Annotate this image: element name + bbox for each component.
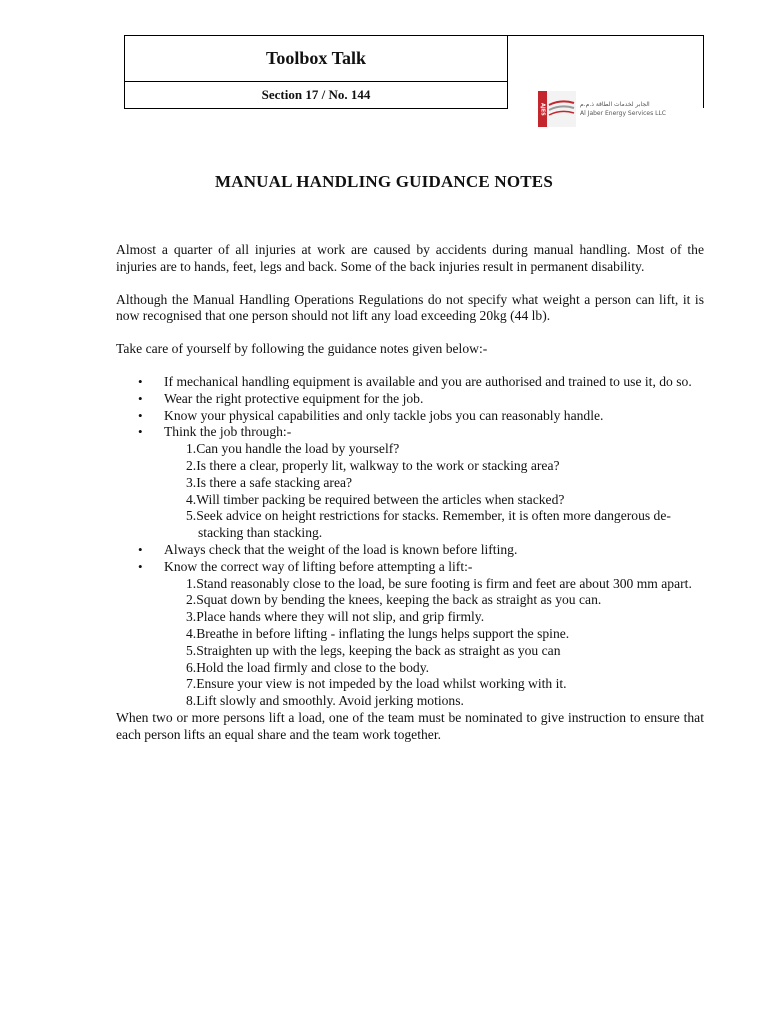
- logo-arabic-name: الجابر لخدمات الطاقة ذ.م.م: [580, 101, 650, 108]
- sublist-item: 5.Seek advice on height restrictions for stacks. Remember, it is often more dangerous de-stacking than stacking.: [186, 508, 671, 541]
- section-number: Section 17 / No. 144: [261, 87, 371, 102]
- paragraph-weight-limit: Although the Manual Handling Operations Regulations do not specify what weight a person can lift, it is now recognised that one person should not lift any load exceeding 20kg (44 lb).: [116, 291, 704, 324]
- logo-strip-letters: AJES: [539, 102, 546, 116]
- bullet-icon: •: [138, 424, 143, 440]
- sublist-item: 1.Can you handle the load by yourself?: [186, 441, 400, 457]
- list-item: [116, 408, 704, 425]
- list-item: [116, 559, 704, 710]
- think-through-sublist: [164, 441, 704, 542]
- sublist-item: 6.Hold the load firmly and close to the body.: [186, 659, 430, 675]
- company-logo: [538, 90, 684, 128]
- bullet-icon: •: [138, 390, 143, 406]
- bullet-icon: •: [138, 541, 143, 557]
- lifting-steps-sublist: [164, 576, 704, 710]
- list-item: [116, 391, 704, 408]
- list-item-text: Know your physical capabilities and only tackle jobs you can reasonably handle.: [164, 407, 604, 423]
- sublist-item: 7.Ensure your view is not impeded by the load whilst working with it.: [186, 676, 567, 692]
- list-item-text: If mechanical handling equipment is available and you are authorised and trained to use it, do so.: [164, 373, 692, 389]
- guidance-list: [116, 374, 704, 710]
- bullet-icon: •: [138, 373, 143, 389]
- logo-english-name: Al Jaber Energy Services LLC: [580, 110, 666, 117]
- header-title: Toolbox Talk: [125, 36, 507, 82]
- list-item-text: Always check that the weight of the load is known before lifting.: [164, 541, 518, 557]
- logo-mark-icon: [538, 91, 576, 127]
- header-left-column: [125, 36, 508, 108]
- paragraph-guidance-lead: Take care of yourself by following the guidance notes given below:-: [116, 341, 488, 357]
- bullet-icon: •: [138, 558, 143, 574]
- list-item: [116, 424, 704, 542]
- list-item: [116, 374, 704, 391]
- document-body: [116, 242, 704, 744]
- list-item-text: Think the job through:-: [164, 424, 292, 440]
- logo-text: [580, 100, 666, 118]
- sublist-item: 3.Is there a safe stacking area?: [186, 474, 353, 490]
- sublist-item: 2.Squat down by bending the knees, keeping the back as straight as you can.: [186, 592, 602, 608]
- list-item-text: Know the correct way of lifting before attempting a lift:-: [164, 558, 473, 574]
- sublist-item: 5.Straighten up with the legs, keeping the back as straight as you can: [186, 642, 561, 658]
- sublist-item: 8.Lift slowly and smoothly. Avoid jerking motions.: [186, 693, 464, 709]
- sublist-item: 3.Place hands where they will not slip, and grip firmly.: [186, 609, 485, 625]
- logo-strip: [538, 91, 547, 127]
- paragraph-intro: Almost a quarter of all injuries at work are caused by accidents during manual handling. Most of the injuries are to hands, feet, legs and back. Some of the back injuries result in permanent disability.: [116, 242, 704, 274]
- list-item: [116, 542, 704, 559]
- logo-swoosh-icon: [547, 91, 576, 127]
- bullet-icon: •: [138, 407, 143, 423]
- list-item-text: Wear the right protective equipment for the job.: [164, 390, 424, 406]
- sublist-item: 2.Is there a clear, properly lit, walkway to the work or stacking area?: [186, 457, 560, 473]
- sublist-item: 1.Stand reasonably close to the load, be sure footing is firm and feet are about 300 mm apart.: [186, 575, 692, 591]
- paragraph-team-lift: When two or more persons lift a load, one of the team must be nominated to give instruction to ensure that each person lifts an equal share and the team work together.: [116, 709, 704, 742]
- document-title: MANUAL HANDLING GUIDANCE NOTES: [214, 172, 553, 191]
- sublist-item: 4.Breathe in before lifting - inflating the lungs helps support the spine.: [186, 625, 570, 641]
- sublist-item: 4.Will timber packing be required between the articles when stacked?: [186, 491, 565, 507]
